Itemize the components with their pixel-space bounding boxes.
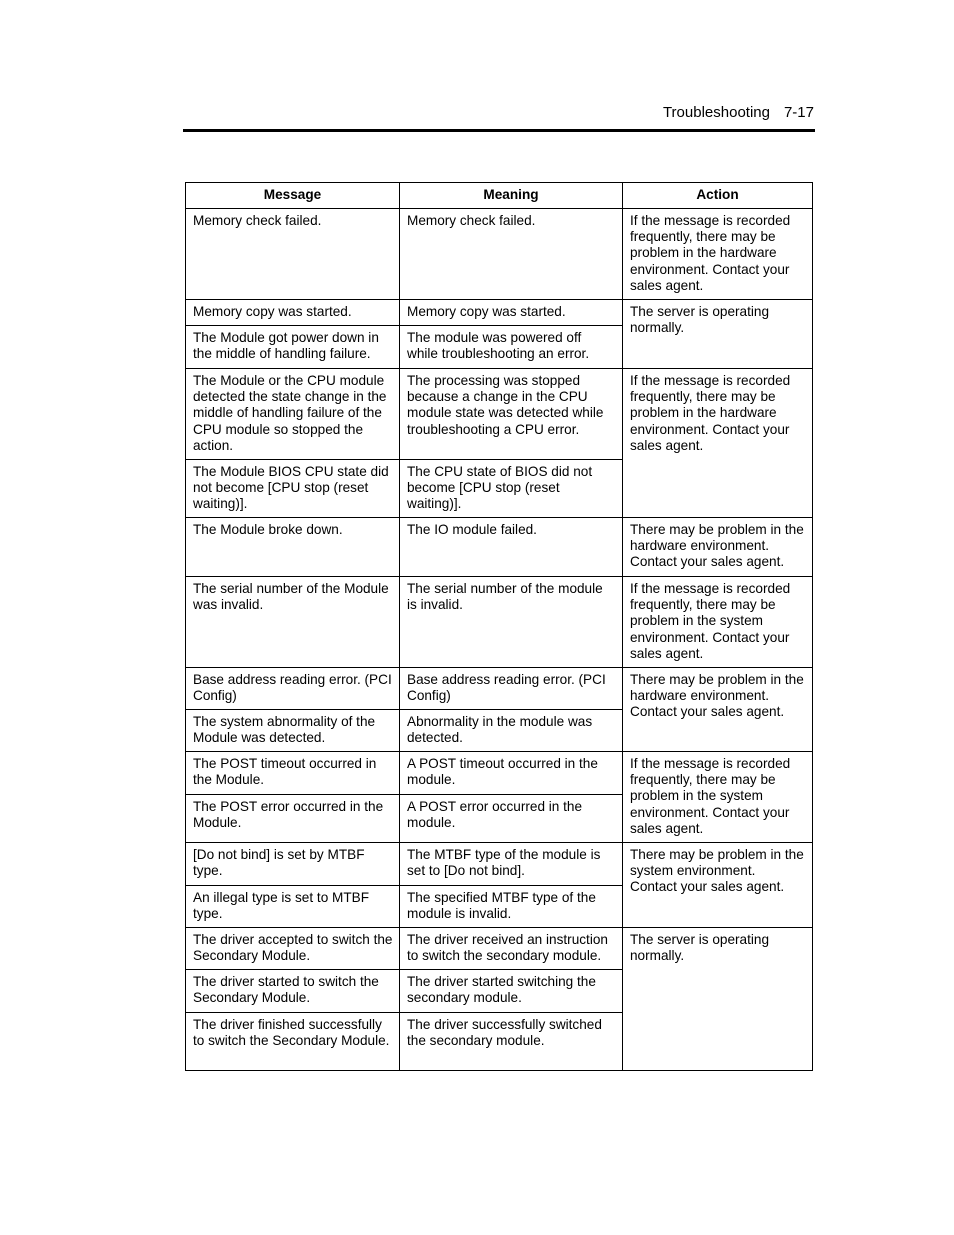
message-cell: The driver started to switch the Secondary Module. [186,970,400,1013]
action-cell: If the message is recorded frequently, there may be problem in the hardware environment. Contact your sales agent. [623,369,813,518]
meaning-cell: The driver successfully switched the secondary module. [400,1013,623,1071]
message-cell: The Module broke down. [186,518,400,577]
table-row [186,668,813,710]
section-title: Troubleshooting [662,104,770,121]
message-cell: [Do not bind] is set by MTBF type. [186,843,400,886]
action-cell: There may be problem in the hardware environment. Contact your sales agent. [623,668,813,752]
action-cell: If the message is recorded frequently, there may be problem in the system environment. Contact your sales agent. [623,752,813,843]
table-row [186,928,813,970]
meaning-cell: Abnormality in the module was detected. [400,710,623,752]
meaning-cell: A POST error occurred in the module. [400,795,623,843]
message-cell: Memory copy was started. [186,300,400,326]
action-cell: There may be problem in the system environment. Contact your sales agent. [623,843,813,928]
meaning-cell: The IO module failed. [400,518,623,577]
table-row [186,577,813,668]
message-cell: The POST error occurred in the Module. [186,795,400,843]
message-cell: The Module or the CPU module detected the state change in the middle of handling failure of the CPU module so stopped the action. [186,369,400,460]
meaning-cell: The CPU state of BIOS did not become [CPU stop (reset waiting)]. [400,460,623,518]
meaning-cell: The MTBF type of the module is set to [Do not bind]. [400,843,623,886]
message-cell: An illegal type is set to MTBF type. [186,886,400,928]
meaning-cell: The serial number of the module is invalid. [400,577,623,668]
table-row [186,369,813,460]
meaning-cell: Memory check failed. [400,209,623,300]
message-cell: The driver accepted to switch the Secondary Module. [186,928,400,970]
table-row [186,843,813,886]
page-number: 7-17 [783,104,814,121]
table-row [186,300,813,326]
table-row [186,209,813,300]
running-header [183,104,814,126]
action-cell: There may be problem in the hardware environment. Contact your sales agent. [623,518,813,577]
table-row [186,752,813,795]
header-rule [183,129,815,132]
action-cell: If the message is recorded frequently, there may be problem in the system environment. Contact your sales agent. [623,577,813,668]
column-header-action: Action [623,183,813,209]
action-cell: If the message is recorded frequently, there may be problem in the hardware environment. Contact your sales agent. [623,209,813,300]
table-header-row [186,183,813,209]
meaning-cell: The specified MTBF type of the module is invalid. [400,886,623,928]
action-cell: The server is operating normally. [623,300,813,369]
meaning-cell: Memory copy was started. [400,300,623,326]
message-cell: The system abnormality of the Module was detected. [186,710,400,752]
message-cell: The Module got power down in the middle of handling failure. [186,326,400,369]
message-cell: The Module BIOS CPU state did not become [CPU stop (reset waiting)]. [186,460,400,518]
message-cell: Base address reading error. (PCI Config) [186,668,400,710]
column-header-meaning: Meaning [400,183,623,209]
message-cell: The serial number of the Module was invalid. [186,577,400,668]
column-header-message: Message [186,183,400,209]
meaning-cell: The driver received an instruction to switch the secondary module. [400,928,623,970]
message-cell: Memory check failed. [186,209,400,300]
meaning-cell: The driver started switching the secondary module. [400,970,623,1013]
meaning-cell: Base address reading error. (PCI Config) [400,668,623,710]
table-row [186,518,813,577]
meaning-cell: The module was powered off while troubleshooting an error. [400,326,623,369]
message-table [185,182,813,1071]
meaning-cell: The processing was stopped because a change in the CPU module state was detected while troubleshooting a CPU error. [400,369,623,460]
message-cell: The driver finished successfully to switch the Secondary Module. [186,1013,400,1071]
message-cell: The POST timeout occurred in the Module. [186,752,400,795]
meaning-cell: A POST timeout occurred in the module. [400,752,623,795]
action-cell: The server is operating normally. [623,928,813,1071]
